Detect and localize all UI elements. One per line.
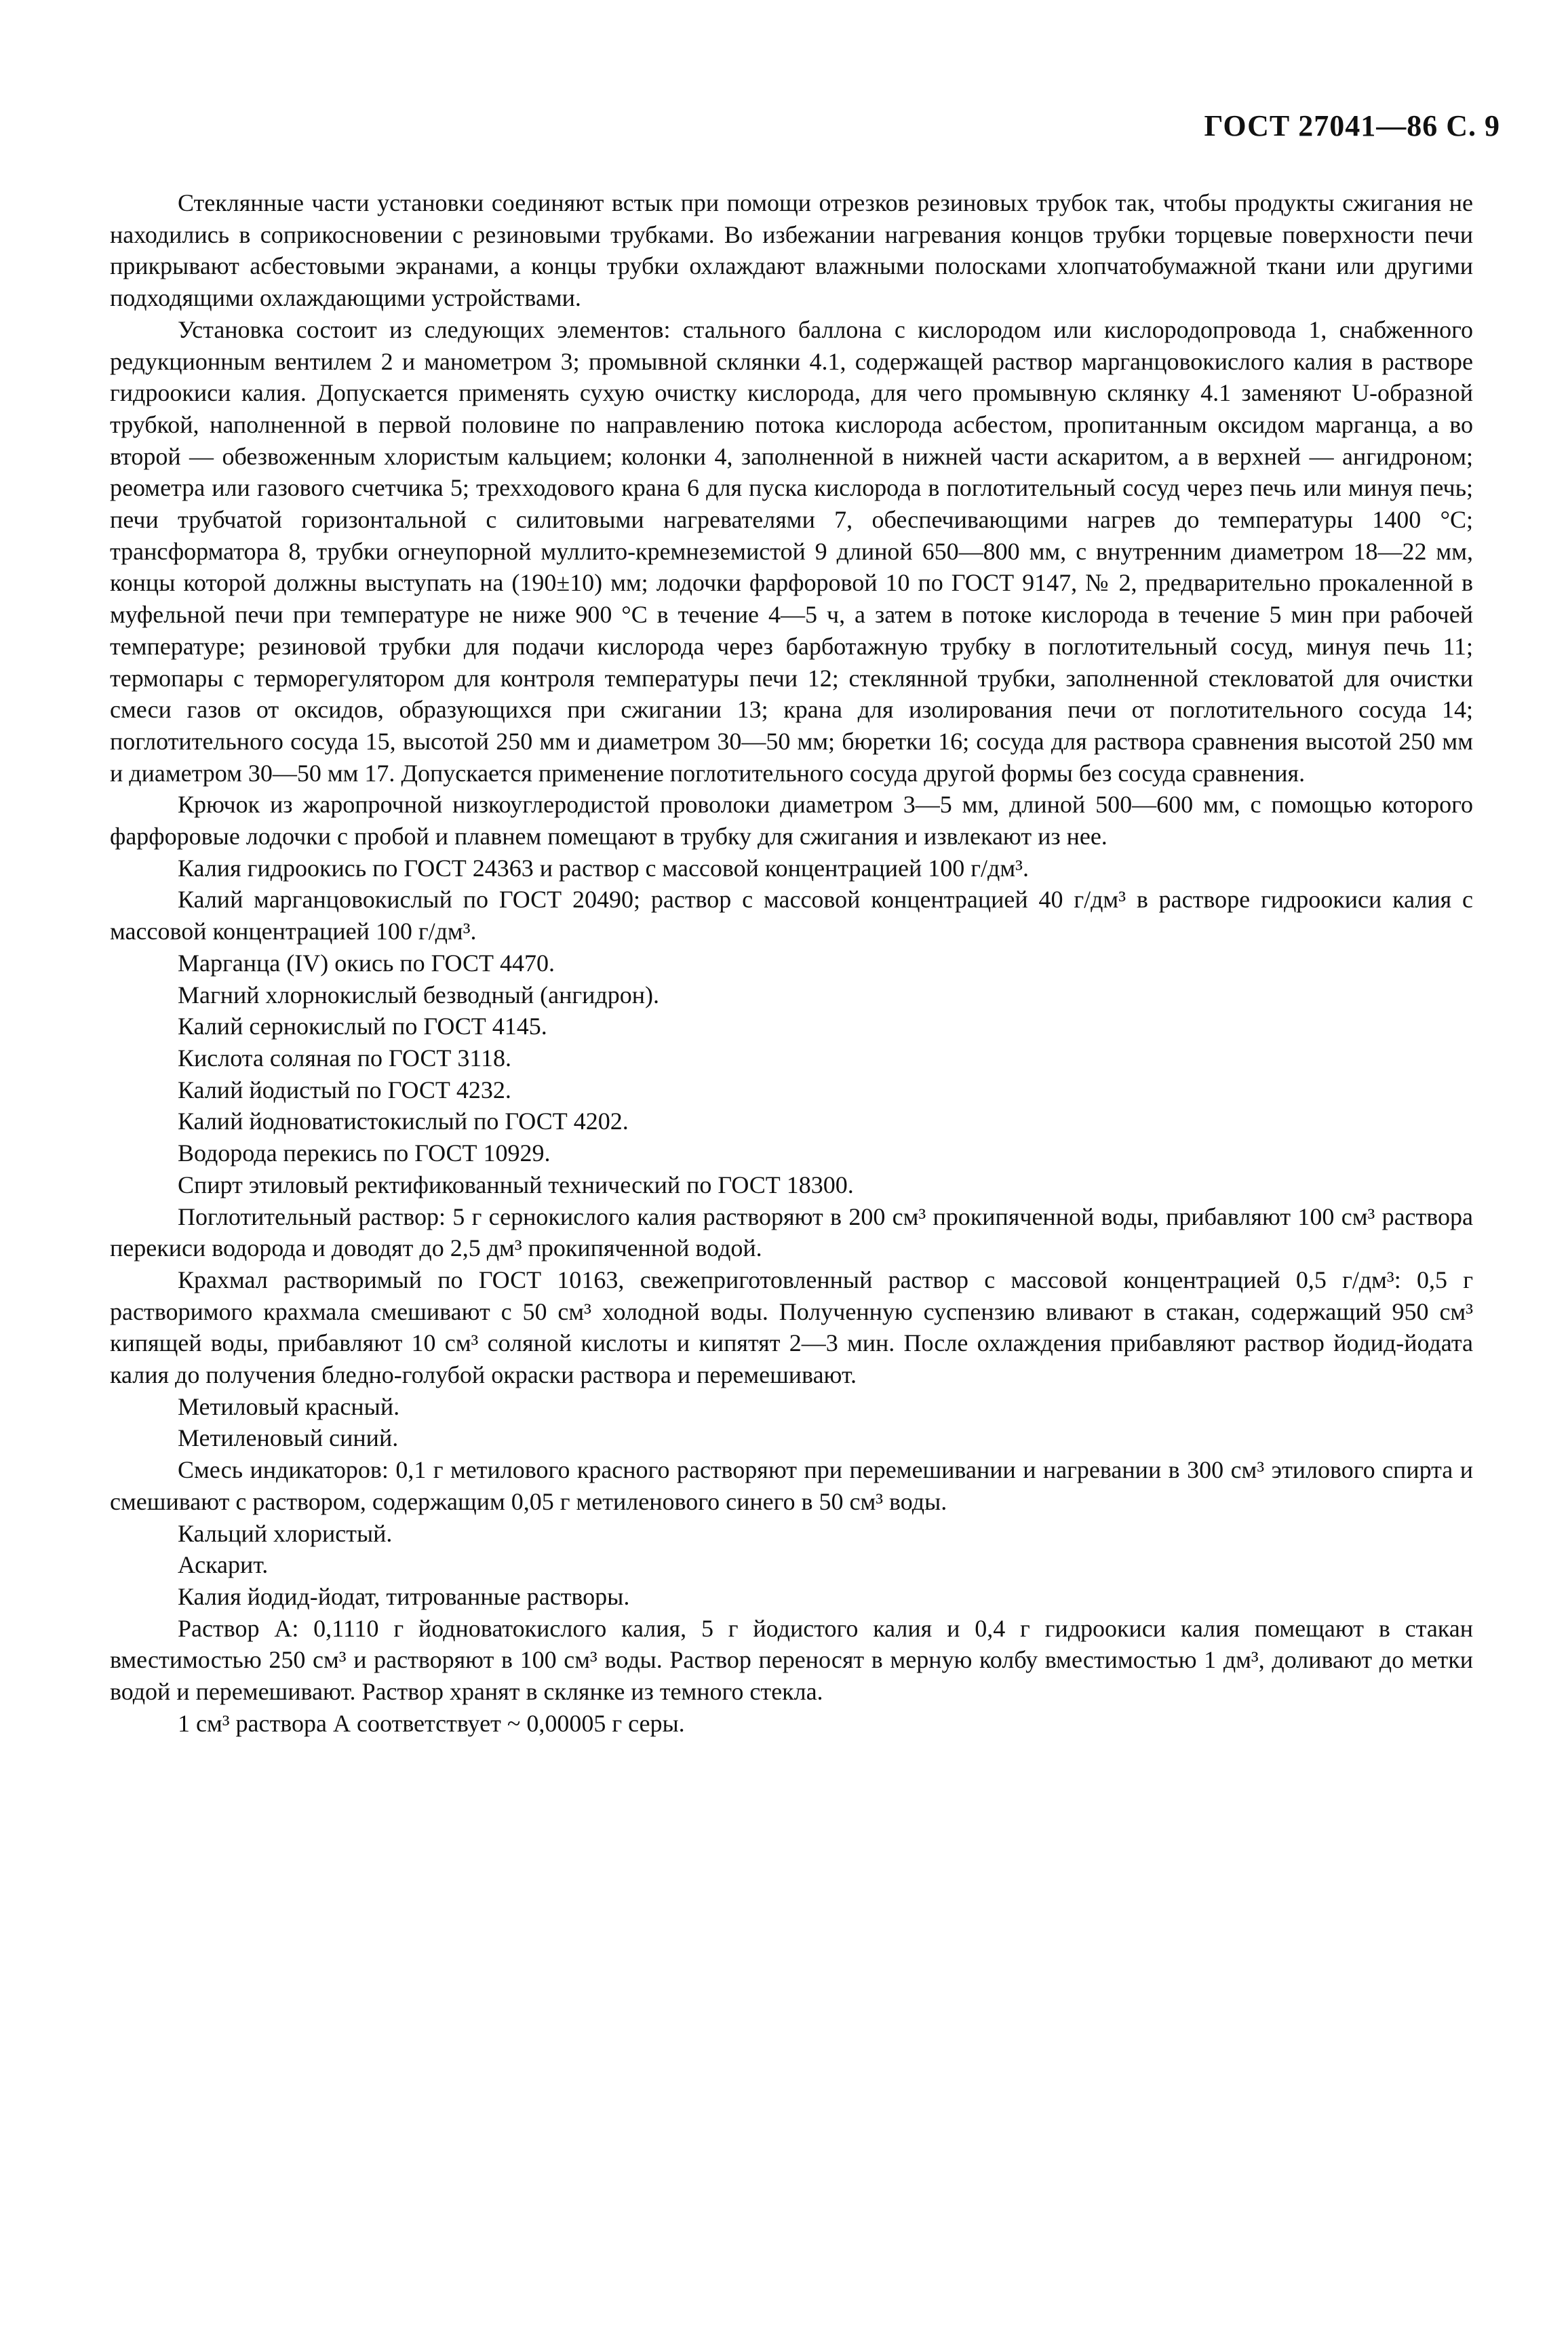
- paragraph-methylene-blue: Метиленовый синий.: [178, 1424, 399, 1452]
- paragraph-hydrogen-peroxide: Водорода перекись по ГОСТ 10929.: [178, 1139, 551, 1167]
- paragraph-indicator-mixture: Смесь индикаторов: 0,1 г метилового красного растворяют при перемешивании и нагревании в 300 см³ этилового спирта и смешивают с раствором, содержащим 0,05 г метиленового синего в 50 см³ воды.: [110, 1456, 1473, 1515]
- paragraph-solution-a: Раствор А: 0,1110 г йодноватокислого калия, 5 г йодистого калия и 0,4 г гидроокиси калия помещают в стакан вместимостью 250 см³ и растворяют в 100 см³ воды. Раствор переносят в мерную колбу вместимостью 1 дм³, доливают до метки водой и перемешивают. Раствор хранят в склянке из темного стекла.: [110, 1614, 1473, 1706]
- paragraph-starch: Крахмал растворимый по ГОСТ 10163, свежеприготовленный раствор с массовой концентрацией 0,5 г/дм³: 0,5 г растворимого крахмала смешивают с 50 см³ холодной воды. Полученную суспензию вливают в стакан, содержащий 950 см³ кипящей воды, прибавляют 10 см³ соляной кислоты и кипятят 2—3 мин. После охлаждения прибавляют раствор йодид-йодата калия до получения бледно-голубой окраски раствора и перемешивают.: [110, 1266, 1473, 1389]
- paragraph-absorption-solution: Поглотительный раствор: 5 г сернокислого калия растворяют в 200 см³ прокипяченной воды, прибавляют 100 см³ раствора перекиси водорода и доводят до 2,5 дм³ прокипяченной водой.: [110, 1202, 1473, 1262]
- paragraph-potassium-iodate: Калий йодноватистокислый по ГОСТ 4202.: [178, 1108, 629, 1135]
- paragraph-solution-a-equivalent: 1 см³ раствора А соответствует ~ 0,00005 г серы.: [178, 1709, 685, 1737]
- paragraph-ethyl-alcohol: Спирт этиловый ректификованный технический по ГОСТ 18300.: [178, 1171, 854, 1198]
- paragraph-potassium-iodide: Калий йодистый по ГОСТ 4232.: [178, 1076, 511, 1103]
- paragraph-methyl-red: Метиловый красный.: [178, 1392, 400, 1420]
- paragraph-glass-parts: Стеклянные части установки соединяют встык при помощи отрезков резиновых трубок так, чтобы продукты сжигания не находились в соприкосновении с резиновыми трубками. Во избежании нагревания концов трубки торцевые поверхности печи прикрывают асбестовыми экранами, а концы трубки охлаждают влажными полосками хлопчатобумажной ткани или другими подходящими охлаждающими устройствами.: [110, 189, 1473, 312]
- paragraph-manganese-oxide: Марганца (IV) окись по ГОСТ 4470.: [178, 949, 555, 977]
- paragraph-potassium-hydroxide: Калия гидроокись по ГОСТ 24363 и раствор с массовой концентрацией 100 г/дм³.: [178, 854, 1029, 882]
- body-text: [110, 187, 1473, 1739]
- paragraph-titrated-solutions: Калия йодид-йодат, титрованные растворы.: [178, 1582, 630, 1610]
- paragraph-potassium-sulfate: Калий сернокислый по ГОСТ 4145.: [178, 1013, 547, 1040]
- paragraph-potassium-permanganate: Калий марганцовокислый по ГОСТ 20490; раствор с массовой концентрацией 40 г/дм³ в растворе гидроокиси калия с массовой концентрацией 100 г/дм³.: [110, 886, 1473, 945]
- paragraph-ascarite: Аскарит.: [178, 1551, 269, 1579]
- paragraph-hook: Крючок из жаропрочной низкоуглеродистой проволоки диаметром 3—5 мм, длиной 500—600 мм, с помощью которого фарфоровые лодочки с пробой и плавнем помещают в трубку для сжигания и извлекают из нее.: [110, 791, 1473, 850]
- page-header: ГОСТ 27041—86 С. 9: [1204, 109, 1500, 142]
- paragraph-calcium-chloride: Кальций хлористый.: [178, 1519, 393, 1547]
- paragraph-magnesium-perchlorate: Магний хлорнокислый безводный (ангидрон).: [178, 981, 659, 1009]
- paragraph-apparatus-elements: Установка состоит из следующих элементов: стального баллона с кислородом или кислородопровода 1, снабженного редукционным вентилем 2 и манометром 3; промывной склянки 4.1, содержащей раствор марганцовокислого калия в растворе гидроокиси калия. Допускается применять сухую очистку кислорода, для чего промывную склянку 4.1 заменяют U-образной трубкой, наполненной в первой половине по направлению потока кислорода асбестом, пропитанным оксидом марганца, а во второй — обезвоженным хлористым кальцием; колонки 4, заполненной в нижней части аскаритом, а в верхней — ангидроном; реометра или газового счетчика 5; трехходового крана 6 для пуска кислорода в поглотительный сосуд через печь или минуя печь; печи трубчатой горизонтальной с силитовыми нагревателями 7, обеспечивающими нагрев до температуры 1400 °С; трансформатора 8, трубки огнеупорной муллито-кремнеземистой 9 длиной 650—800 мм, с внутренним диаметром 18—22 мм, концы которой должны выступать на (190±10) мм; лодочки фарфоровой 10 по ГОСТ 9147, № 2, предварительно прокаленной в муфельной печи при температуре не ниже 900 °С в течение 4—5 ч, а затем в потоке кислорода в течение 5 мин при рабочей температуре; резиновой трубки для подачи кислорода через барботажную трубку в поглотительный сосуд, минуя печь 11; термопары с терморегулятором для контроля температуры печи 12; стеклянной трубки, заполненной стекловатой для очистки смеси газов от оксидов, образующихся при сжигании 13; крана для изолирования печи от поглотительного сосуда 14; поглотительного сосуда 15, высотой 250 мм и диаметром 30—50 мм; бюретки 16; сосуда для раствора сравнения высотой 250 мм и диаметром 30—50 мм 17. Допускается применение поглотительного сосуда другой формы без сосуда сравнения.: [110, 315, 1473, 787]
- paragraph-hydrochloric-acid: Кислота соляная по ГОСТ 3118.: [178, 1044, 512, 1072]
